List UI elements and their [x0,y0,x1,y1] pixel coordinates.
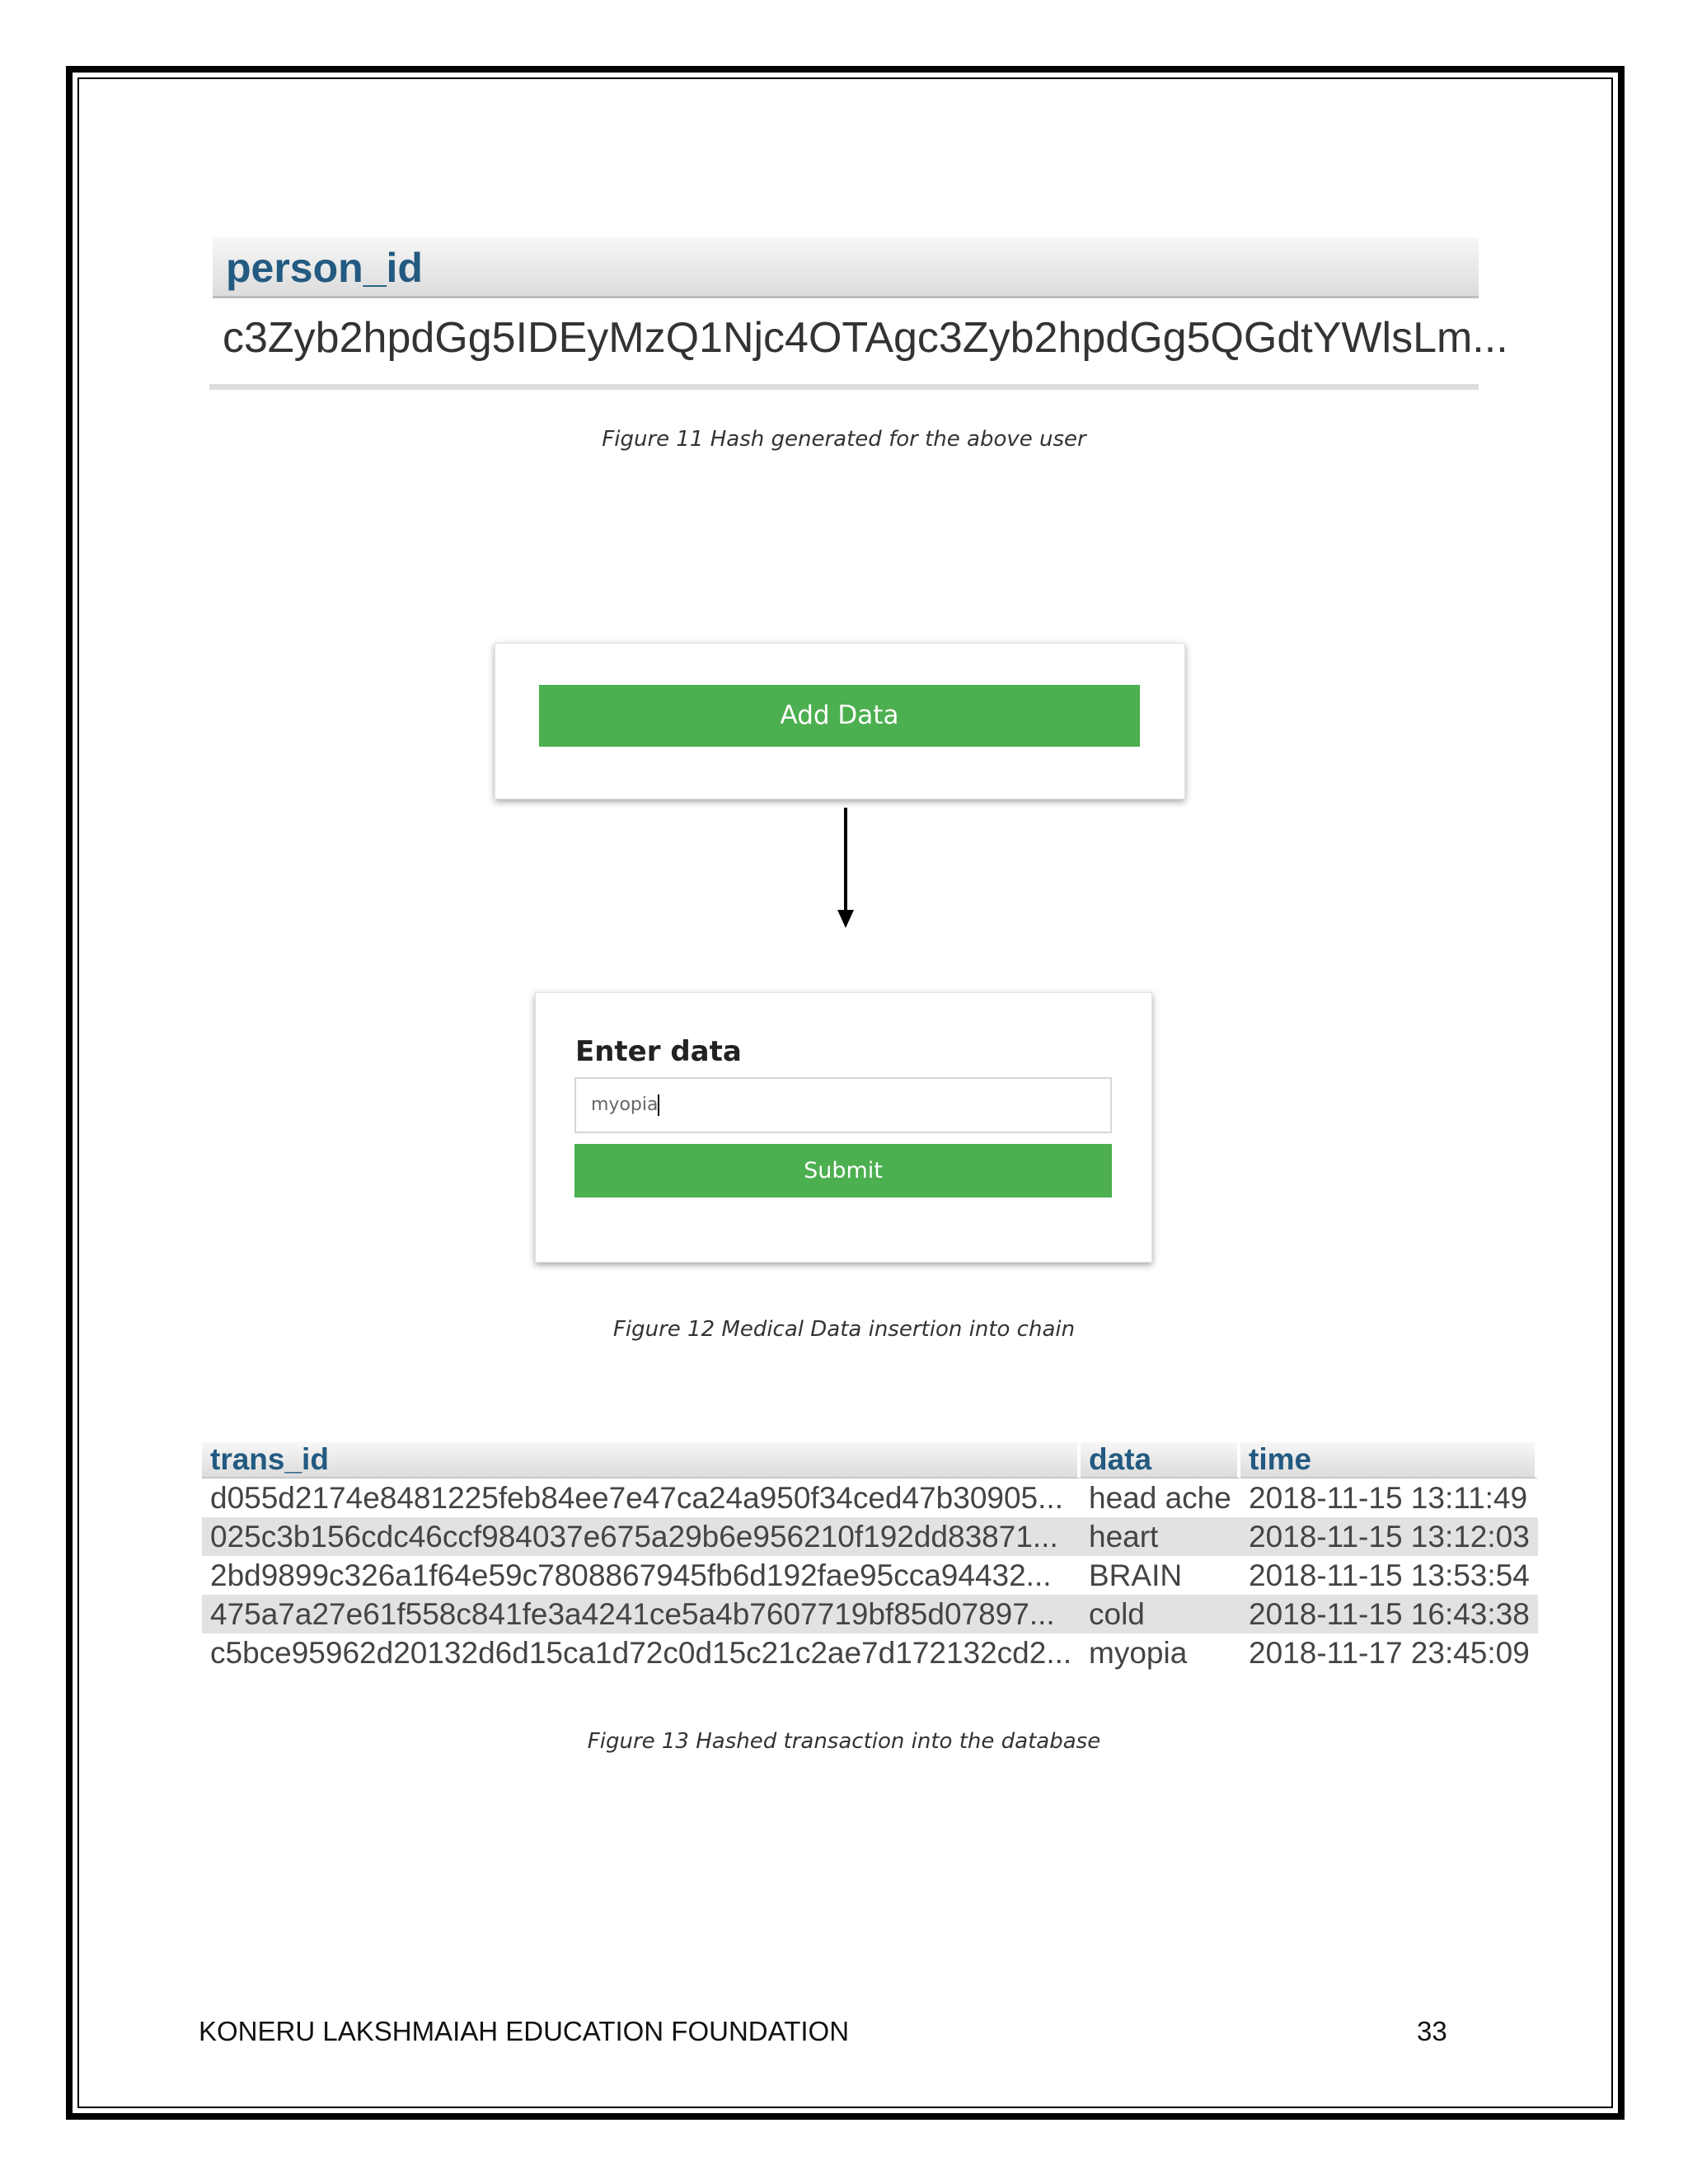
trans-id-cell: 475a7a27e61f558c841fe3a4241ce5a4b7607719bf85d07897... [202,1595,1081,1633]
text-cursor [658,1094,659,1116]
table-header-row [202,1442,1538,1479]
data-cell: cold [1081,1595,1240,1633]
table-row [202,1633,1538,1672]
person-id-divider [209,384,1479,390]
column-header-trans-id[interactable]: trans_id [202,1442,1081,1479]
data-cell: heart [1081,1517,1240,1556]
table-row [202,1595,1538,1633]
time-cell: 2018-11-17 23:45:09 [1249,1635,1530,1670]
enter-data-label: Enter data [575,1035,742,1068]
trans-id-cell: 2bd9899c326a1f64e59c7808867945fb6d192fae95cca94432... [210,1558,1052,1592]
add-data-button[interactable]: Add Data [539,685,1140,747]
figure-13-caption: Figure 13 Hashed transaction into the database [587,1729,1101,1754]
trans-id-cell: c5bce95962d20132d6d15ca1d72c0d15c21c2ae7d172132cd2... [210,1635,1072,1670]
table-row [202,1479,1538,1517]
column-header-time[interactable]: time [1240,1442,1538,1479]
time-cell: 2018-11-15 13:53:54 [1249,1558,1530,1592]
table-row [202,1556,1538,1595]
table-row [202,1517,1538,1556]
time-cell: 2018-11-15 13:11:49 [1249,1480,1528,1515]
submit-button[interactable]: Submit [574,1144,1112,1197]
data-cell: head ache [1089,1480,1231,1515]
data-input[interactable] [574,1077,1112,1133]
footer-institution: KONERU LAKSHMAIAH EDUCATION FOUNDATION [199,2016,850,2046]
time-cell: 2018-11-15 13:12:03 [1240,1517,1538,1556]
time-cell: 2018-11-15 16:43:38 [1240,1595,1538,1633]
column-header-data[interactable]: data [1081,1442,1240,1479]
figure-12-caption: Figure 12 Medical Data insertion into chain [612,1317,1076,1342]
data-input-value: myopia [591,1094,659,1115]
person-id-header-label: person_id [226,245,423,291]
transactions-table [202,1442,1538,1672]
flow-arrow-line [844,808,847,910]
page-number: 33 [1417,2016,1447,2046]
data-cell: BRAIN [1089,1558,1183,1592]
trans-id-cell: d055d2174e8481225feb84ee7e47ca24a950f34ced47b30905... [210,1480,1063,1515]
data-cell: myopia [1089,1635,1188,1670]
trans-id-cell: 025c3b156cdc46ccf984037e675a29b6e956210f192dd83871... [202,1517,1081,1556]
person-id-hash: c3Zyb2hpdGg5IDEyMzQ1Njc4OTAgc3Zyb2hpdGg5QGdtYWlsLm... [223,314,1508,362]
arrow-down-icon [837,910,854,928]
figure-11-caption: Figure 11 Hash generated for the above user [602,427,1086,452]
person-id-header [213,237,1479,298]
